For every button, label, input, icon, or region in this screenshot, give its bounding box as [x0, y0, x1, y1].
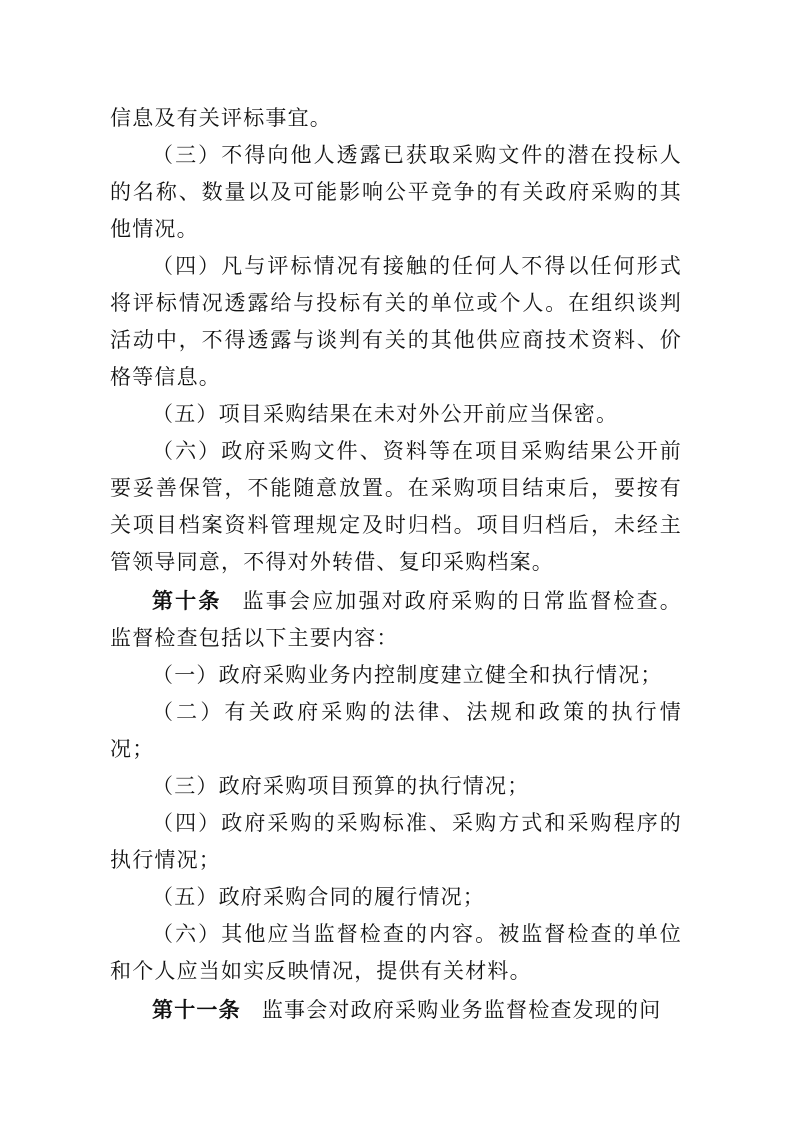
article-11: [110, 992, 682, 1029]
inspection-item-2: （二）有关政府采购的法律、法规和政策的执行情况；: [110, 700, 682, 761]
inspection-item-6: （六）其他应当监督检查的内容。被监督检查的单位和个人应当如实反映情况，提供有关材料。: [110, 922, 682, 983]
article-10: [110, 583, 682, 657]
paragraph-continuation: 信息及有关评标事宜。: [110, 106, 332, 130]
inspection-item-5: （五）政府采购合同的履行情况；: [152, 885, 485, 909]
document-body: [110, 100, 682, 1029]
paragraph-item-5-results: （五）项目采购结果在未对外公开前应当保密。: [152, 402, 619, 426]
paragraph-item-3-confidentiality: （三）不得向他人透露已获取采购文件的潜在投标人的名称、数量以及可能影响公平竞争的有关政府采购的其他情况。: [110, 143, 682, 241]
article-11-title: 第十一条: [152, 998, 241, 1022]
article-11-text: 监事会对政府采购业务监督检查发现的问: [261, 998, 662, 1022]
inspection-item-3: （三）政府采购项目预算的执行情况；: [152, 774, 530, 798]
article-10-text: 监事会应加强对政府采购的日常监督检查。监督检查包括以下主要内容：: [110, 589, 682, 650]
article-10-title: 第十条: [152, 589, 222, 613]
inspection-item-4: （四）政府采购的采购标准、采购方式和采购程序的执行情况；: [110, 811, 682, 872]
inspection-item-1: （一）政府采购业务内控制度建立健全和执行情况；: [152, 663, 663, 687]
paragraph-item-6-documents: （六）政府采购文件、资料等在项目采购结果公开前要妥善保管，不能随意放置。在采购项目结束后，要按有关项目档案资料管理规定及时归档。项目归档后，未经主管领导同意，不得对外转借、复印采购档案。: [110, 439, 682, 574]
paragraph-item-4-evaluation: （四）凡与评标情况有接触的任何人不得以任何形式将评标情况透露给与投标有关的单位或个人。在组织谈判活动中，不得透露与谈判有关的其他供应商技术资料、价格等信息。: [110, 254, 682, 389]
